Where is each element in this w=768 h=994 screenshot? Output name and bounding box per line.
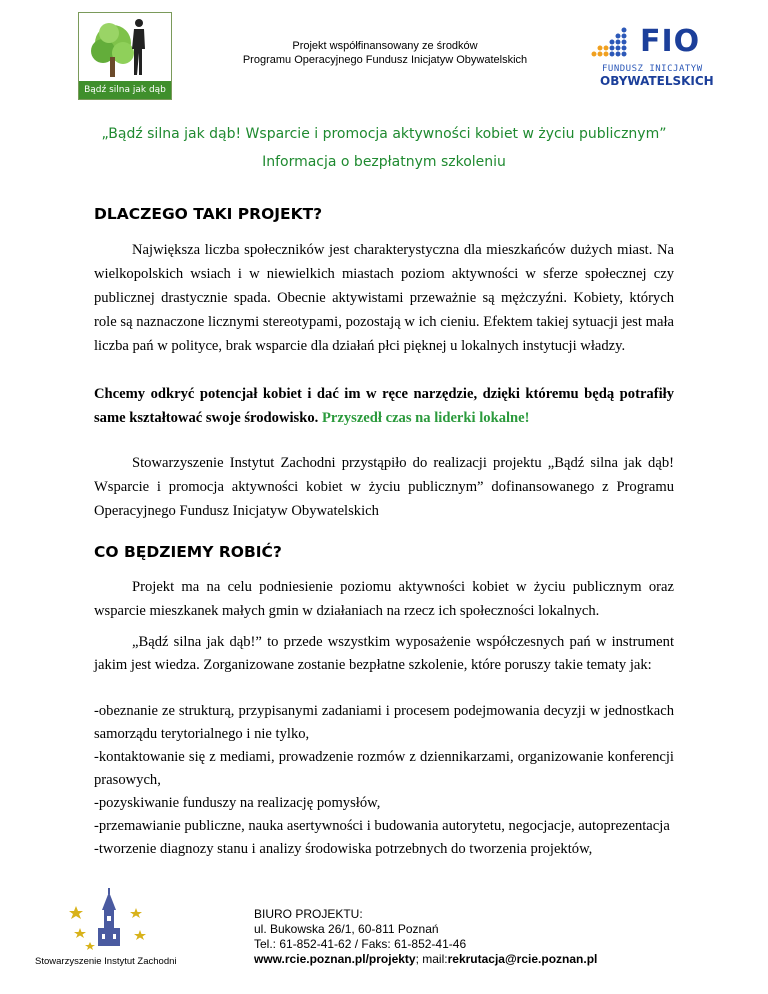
project-logo [78, 12, 172, 100]
list-item: -przemawianie publiczne, nauka asertywności i budowania autorytetu, negocjacje, autoprezentacja [94, 818, 670, 834]
institute-paragraph [94, 451, 674, 523]
cofinance-line-2: Programu Operacyjnego Fundusz Inicjatyw Obywatelskich [242, 54, 528, 66]
why-paragraph [94, 238, 674, 358]
mail-label: ; mail: [415, 952, 448, 966]
list-item: -pozyskiwanie funduszy na realizację pomysłów, [94, 795, 381, 811]
list-item: -obeznanie ze strukturą, przypisanymi zadaniami i procesem podejmowania decyzji w jednostkach samorządu terytorialnego i nie tylko, [94, 703, 674, 742]
website-link[interactable]: www.rcie.poznan.pl/projekty [254, 952, 416, 966]
why-paragraph-text: Największa liczba społeczników jest charakterystyczna dla mieszkańców dużych miast. Na wielkopolskich wsiach i w niewielkich miastach poziom aktywności w sferze społecznej czy publicznej drastycznie spada. Obecnie aktywistami przeważnie są mężczyźni. Kobiety, których role są naznaczone licznymi stereotypami, pozostają w ich cieniu. Efektem takiej sytuacji jest mała liczba pań w polityce, brak wsparcie dla działań płci pięknej u lokalnych instytucji władzy. [94, 242, 674, 354]
cofinance-line-1: Projekt współfinansowany ze środków [292, 40, 478, 52]
what-heading: CO BĘDZIEMY ROBIĆ? [94, 543, 282, 561]
list-item: -tworzenie diagnozy stanu i analizy środowiska potrzebnych do tworzenia projektów, [94, 841, 593, 857]
oak-tree-icon [79, 13, 171, 81]
institute-name: Stowarzyszenie Instytut Zachodni [35, 956, 177, 967]
email-link[interactable]: rekrutacja@rcie.poznan.pl [447, 952, 598, 966]
list-item: -kontaktowanie się z mediami, prowadzenie rozmów z dziennikarzami, organizowanie konferencji prasowych, [94, 749, 674, 788]
fio-logo-subtitle-2: OBYWATELSKICH [600, 74, 714, 88]
fio-logo [588, 20, 732, 92]
topics-list [94, 700, 674, 861]
office-heading: BIURO PROJEKTU: [254, 907, 363, 921]
statement-paragraph [94, 382, 674, 430]
bold-statement: Chcemy odkryć potencjał kobiet i dać im w ręce narzędzie, dzięki któremu będą potrafiły same kształtować swoje środowisko. [94, 386, 674, 426]
why-heading: DLACZEGO TAKI PROJEKT? [94, 205, 323, 223]
fio-logo-subtitle-1: FUNDUSZ INICJATYW [602, 64, 703, 74]
town-hall-icon [66, 888, 152, 950]
document-subtitle: Informacja o bezpłatnym szkoleniu [262, 154, 506, 170]
document-title: „Bądź silna jak dąb! Wsparcie i promocja aktywności kobiet w życiu publicznym” [101, 126, 667, 142]
office-contact [254, 952, 597, 966]
office-address: ul. Bukowska 26/1, 60-811 Poznań [254, 922, 439, 936]
fio-logo-title: FIO [640, 24, 701, 59]
project-logo-text: Bądź silna jak dąb [79, 81, 171, 99]
goal-paragraph [94, 575, 674, 623]
goal-paragraph-text: Projekt ma na celu podniesienie poziomu aktywności kobiet w życiu publicznym oraz wsparcie mieszkanek małych gmin w działaniach na rzecz ich społeczności lokalnych. [94, 579, 674, 619]
office-phone: Tel.: 61-852-41-62 / Faks: 61-852-41-46 [254, 937, 467, 951]
institute-paragraph-text: Stowarzyszenie Instytut Zachodni przystąpiło do realizacji projektu „Bądź silna jak dąb! Wsparcie i promocja aktywności kobiet w życiu publicznym” dofinansowanego z Programu Operacyjnego Fundusz Inicjatyw Obywatelskich [94, 455, 674, 519]
institute-logo [66, 888, 152, 950]
fio-dots-icon [588, 24, 638, 64]
training-paragraph-text: „Bądź silna jak dąb!” to przede wszystkim wyposażenie współczesnych pań w instrument jakim jest wiedza. Zorganizowane zostanie bezpłatne szkolenie, które poruszy takie tematy jak: [94, 634, 674, 673]
training-paragraph [94, 631, 674, 677]
green-statement: Przyszedł czas na liderki lokalne! [321, 410, 530, 426]
